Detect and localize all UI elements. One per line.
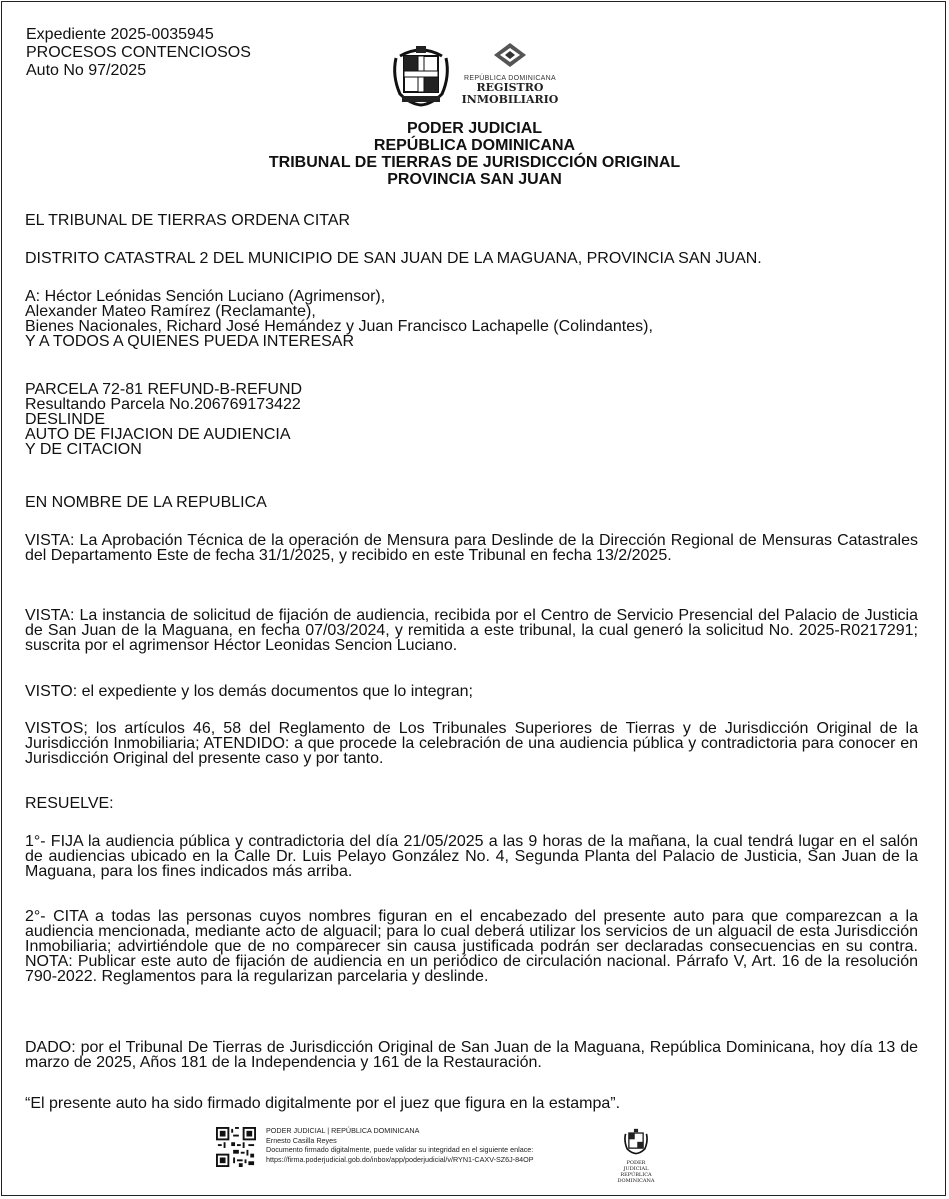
dado-text: DADO: por el Tribunal De Tierras de Jurisdicción Original de San Juan de la Maguana, República Dominicana, hoy día 13 de marzo de 2025, Años 181 de la Independencia y 161 de la Restauración. [25,1039,918,1071]
footer-line-3: Documento firmado digitalmente, puede validar su integridad en el siguiente enlace: [266,1145,534,1155]
title-line-1: PODER JUDICIAL [406,120,543,137]
cita-text: 2°- CITA a todas las personas cuyos nombres figuran en el encabezado del presente auto para que comparezcan a la audiencia mencionada, mediante acto de alguacil; para lo cual deberá utilizar los servicios de un alguacil de esta Jurisdicción Inmobiliaria; advirtiéndole que de no comparecer sin causa justificada podrán ser declaradas consecuencias en su contra. NOTA: Publicar este auto de fijación de audiencia en un periódico de circulación nacional. Párrafo V, Art. 16 de la resolución 790-2022. Reglamentos para la regularizan parcelaria y deslinde. [25,908,918,985]
visto-text: VISTO: el expediente y los demás documentos que lo integran; [25,683,473,700]
registro-line2: INMOBILIARIO [461,93,559,106]
title-line-3: TRIBUNAL DE TIERRAS DE JURISDICCIÓN ORIGINAL [268,154,681,171]
nombre-line: EN NOMBRE DE LA REPUBLICA [25,494,267,511]
addressees [25,289,918,349]
en-nombre [25,495,918,510]
expediente-number: Expediente 2025-0035945 [26,26,214,43]
title-line-4: PROVINCIA SAN JUAN [387,171,562,188]
registro-line1: REGISTRO [476,81,544,94]
title-line-2: REPÚBLICA DOMINICANA [373,137,576,154]
diamond-icon [493,42,527,68]
resuelve-heading [25,796,918,811]
vista-paragraph-2 [25,608,918,653]
distrito-catastral [25,251,918,266]
parcel-line-1: PARCELA 72-81 REFUND-B-REFUND [25,381,303,398]
qr-code-icon[interactable] [216,1127,256,1167]
resuelve-text: RESUELVE: [25,795,114,812]
visto-paragraph [25,684,918,699]
seal-caption-1: PODER JUDICIAL [623,1160,649,1172]
process-type: PROCESOS CONTENCIOSOS [26,44,251,61]
auto-number: Auto No 97/2025 [26,62,147,79]
document-title [0,120,949,188]
vista-2-text: VISTA: La instancia de solicitud de fijación de audiencia, recibida por el Centro de Servicio Presencial del Palacio de Justicia de San Juan de la Maguana, en fecha 07/03/2024, y remitida a este tribunal, la cual generó la solicitud No. 2025-R0217291; suscrita por el agrimensor Héctor Leonidas Sencion Luciano. [25,607,918,654]
header-logos [390,42,570,112]
digital-signature-footer [216,1125,816,1184]
cita-paragraph [25,909,918,984]
parcel-line-5: Y DE CITACION [25,441,142,458]
coat-of-arms-icon [390,42,452,108]
fija-text: 1°- FIJA la audiencia pública y contradictoria del día 21/05/2025 a las 9 horas de la mañana, la cual tendrá lugar en el salón de audiencias ubicado en la Calle Dr. Luis Pelayo González No. 4, Segunda Planta del Palacio de Justicia, San Juan de la Maguana, para los fines indicados más arriba. [25,833,918,880]
judicial-seal [614,1127,658,1184]
ordena-line: EL TRIBUNAL DE TIERRAS ORDENA CITAR [25,212,351,229]
addressee-2: Alexander Mateo Ramírez (Reclamante), [25,303,316,320]
registro-inmobiliario-logo [460,42,560,108]
vista-1-text: VISTA: La Aprobación Técnica de la operación de Mensura para Deslinde de la Dirección Regional de Mensuras Catastrales del Departamento Este de fecha 31/1/2025, y recibido en este Tribunal en fecha 13/2/2025. [25,532,918,564]
vistos-text: VISTOS; los artículos 46, 58 del Reglamento de Los Tribunales Superiores de Tierras y de Jurisdicción Original de la Jurisdicción Inmobiliaria; ATENDIDO: a que procede la celebración de una audiencia pública y contradictoria para conocer en Jurisdicción Original del presente caso y por tanto. [25,720,918,767]
firmado-text: “El presente auto ha sido firmado digitalmente por el juez que figura en la estampa”. [25,1095,621,1112]
parcel-info [25,382,918,457]
signer-name: Ernesto Casilla Reyes [266,1135,337,1145]
firmado-note [25,1096,918,1111]
footer-line-1: PODER JUDICIAL | REPÚBLICA DOMINICANA [266,1126,420,1135]
ordena-citar [25,213,918,228]
addressee-4: Y A TODOS A QUIENES PUEDA INTERESAR [25,333,355,350]
validation-link[interactable]: https://firma.poderjudicial.gob.do/inbox/app/poderjudicial/v/RYN1-CAXV-SZ6J-84OP [266,1154,534,1164]
addressee-1: A: Héctor Leónidas Sención Luciano (Agrimensor), [25,288,386,305]
case-header [26,26,251,80]
addressee-3: Bienes Nacionales, Richard José Hemández y Juan Francisco Lachapelle (Colindantes), [25,318,653,335]
vistos-paragraph [25,721,918,766]
dado-paragraph [25,1040,918,1070]
vista-paragraph-1 [25,533,918,563]
parcel-line-4: AUTO DE FIJACION DE AUDIENCIA [25,426,291,443]
signature-details [266,1126,534,1164]
fija-paragraph [25,834,918,879]
seal-caption-2: REPÚBLICA DOMINICANA [617,1172,655,1184]
parcel-line-3: DESLINDE [25,411,106,428]
registro-country: REPÚBLICA DOMINICANA [464,75,556,82]
distrito-line: DISTRITO CATASTRAL 2 DEL MUNICIPIO DE SAN JUAN DE LA MAGUANA, PROVINCIA SAN JUAN. [25,250,762,267]
parcel-line-2: Resultando Parcela No.206769173422 [25,396,301,413]
seal-coat-of-arms-icon [623,1127,649,1155]
